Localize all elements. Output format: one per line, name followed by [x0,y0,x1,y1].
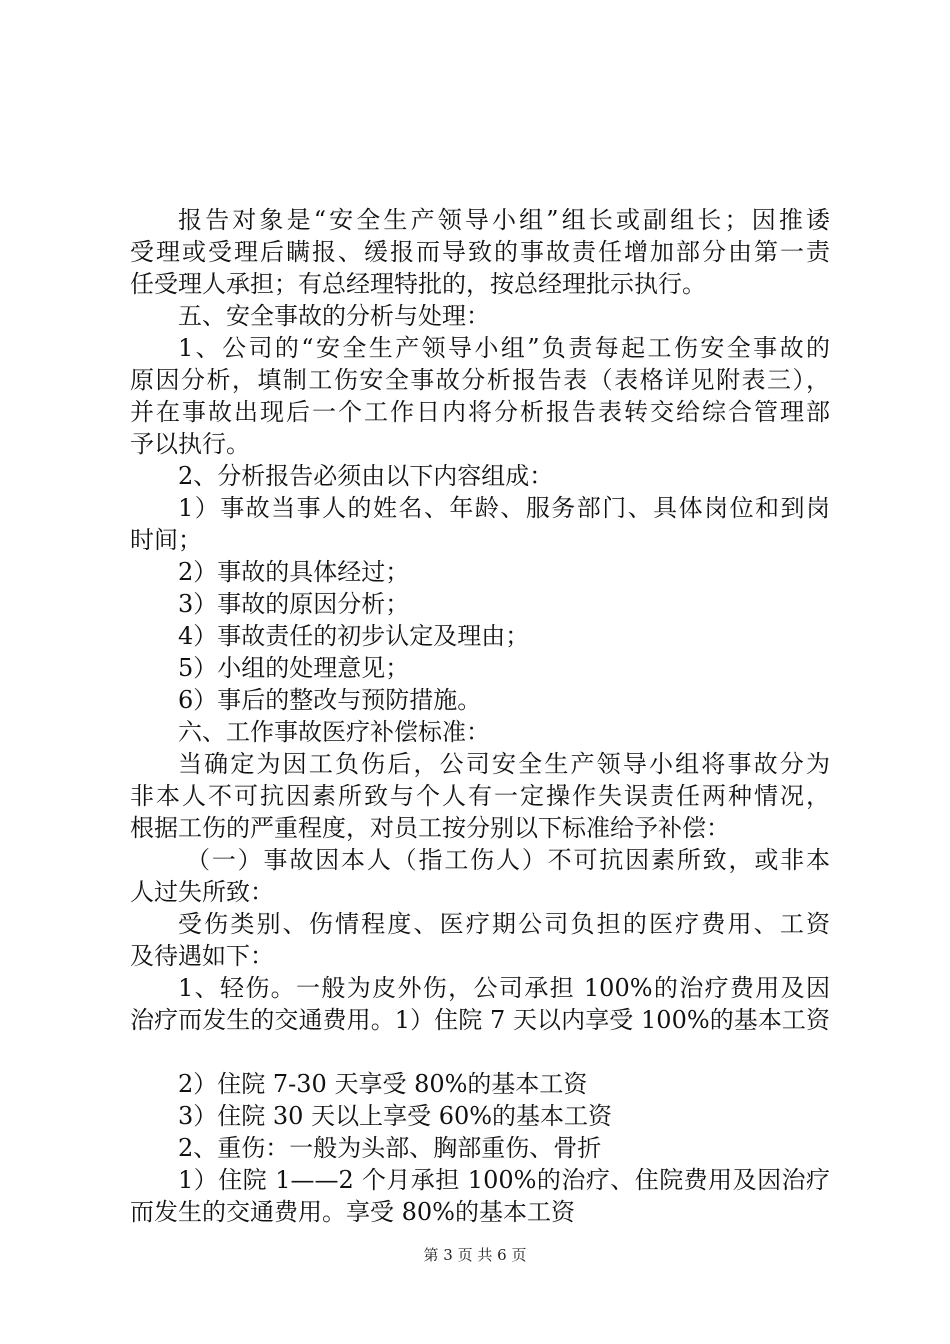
paragraph-line: 受伤类别、伤情程度、医疗期公司负担的医疗费用、工资 [178,910,830,938]
section-heading: 五、安全事故的分析与处理： [178,302,490,330]
paragraph-line: （一）事故因本人（指工伤人）不可抗因素所致，或非本 [186,846,830,874]
paragraph-line: 报告对象是“安全生产领导小组”组长或副组长；因推诿 [178,206,830,234]
paragraph-line: 及待遇如下： [130,942,274,970]
paragraph-line: 任受理人承担；有总经理特批的，按总经理批示执行。 [130,270,706,298]
paragraph-line: 治疗而发生的交通费用。1）住院 7 天以内享受 100%的基本工资 [130,1006,830,1034]
list-item: 时间； [130,526,202,554]
paragraph-line: 2、分析报告必须由以下内容组成： [178,462,554,490]
list-item: 1）住院 1——2 个月承担 100%的治疗、住院费用及因治疗 [178,1166,830,1194]
paragraph-line: 原因分析，填制工伤安全事故分析报告表（表格详见附表三）， [130,366,830,394]
page-footer: 第 3 页 共 6 页 [423,1246,527,1264]
paragraph-line: 1、轻伤。一般为皮外伤，公司承担 100%的治疗费用及因 [178,974,830,1002]
list-item: 3）事故的原因分析； [178,590,410,618]
paragraph-line: 非本人不可抗因素所致与个人有一定操作失误责任两种情况， [130,782,830,810]
list-item: 6）事后的整改与预防措施。 [178,686,482,714]
paragraph-line: 予以执行。 [130,430,250,458]
paragraph-line: 1、公司的“安全生产领导小组”负责每起工伤安全事故的 [178,334,830,362]
list-item: 4）事故责任的初步认定及理由； [178,622,530,650]
list-item: 2）事故的具体经过； [178,558,410,586]
section-heading: 六、工作事故医疗补偿标准： [178,718,490,746]
paragraph-line: 根据工伤的严重程度，对员工按分别以下标准给予补偿： [130,814,730,842]
list-item: 1）事故当事人的姓名、年龄、服务部门、具体岗位和到岗 [178,494,830,522]
paragraph-line: 当确定为因工负伤后，公司安全生产领导小组将事故分为 [178,750,830,778]
paragraph-line: 2、重伤：一般为头部、胸部重伤、骨折 [178,1134,602,1162]
list-item: 3）住院 30 天以上享受 60%的基本工资 [178,1102,613,1130]
paragraph-line: 受理或受理后瞒报、缓报而导致的事故责任增加部分由第一责 [130,238,830,266]
list-item: 2）住院 7-30 天享受 80%的基本工资 [178,1070,588,1098]
paragraph-line: 人过失所致： [130,878,274,906]
paragraph-line: 而发生的交通费用。享受 80%的基本工资 [130,1198,575,1226]
list-item: 5）小组的处理意见； [178,654,410,682]
paragraph-line: 并在事故出现后一个工作日内将分析报告表转交给综合管理部 [130,398,830,426]
